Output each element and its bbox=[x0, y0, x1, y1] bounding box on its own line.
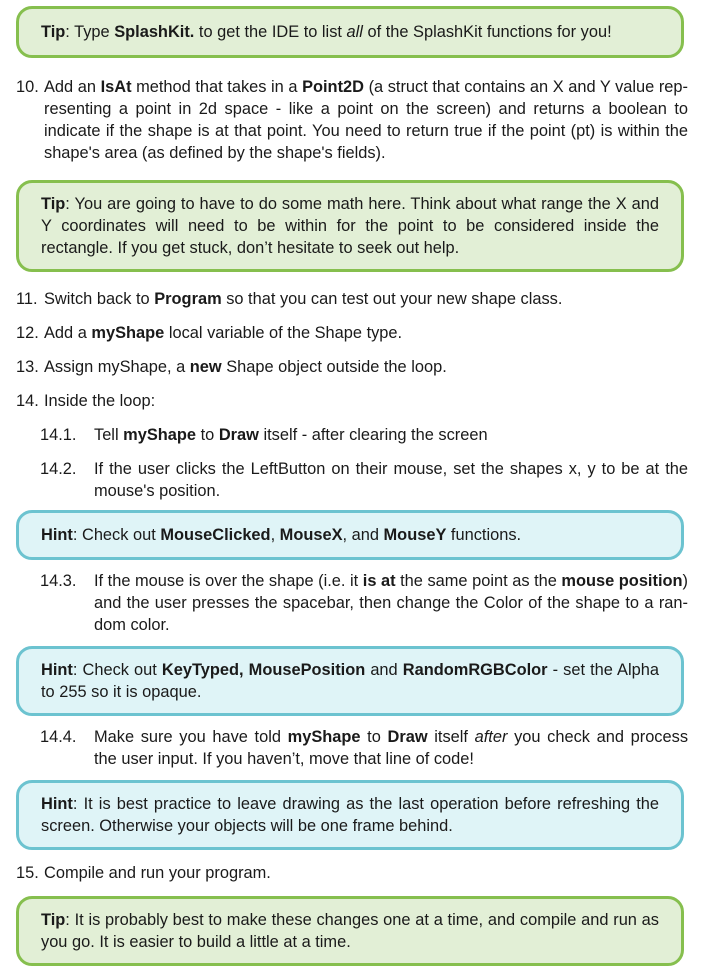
tip-text: Tip: It is probably best to make these changes one at a time, and compile and run as you go. It is easier to build a little at a time. bbox=[41, 911, 659, 951]
step-number: 12. bbox=[16, 324, 39, 342]
step-14 bbox=[16, 390, 688, 412]
hint-box bbox=[16, 646, 684, 716]
step-number: 14.3. bbox=[40, 572, 77, 590]
tip-text: Tip: Type SplashKit. to get the IDE to list all of the SplashKit functions for you! bbox=[41, 23, 612, 41]
tip-box bbox=[16, 896, 684, 966]
step-text: If the user clicks the LeftButton on their mouse, set the shapes x, y to be at the mouse's position. bbox=[94, 460, 688, 500]
tip-text: Tip: You are going to have to do some math here. Think about what range the X and Y coordinates will need to be within for the point to be considered inside the rectangle. If you get stuck, don’t hesitate to seek out help. bbox=[41, 195, 659, 257]
hint-text: Hint: Check out KeyTyped, MousePosition and RandomRGBColor - set the Alpha to 255 so it is opaque. bbox=[41, 661, 659, 701]
step-number: 11. bbox=[16, 290, 38, 308]
step-text: Compile and run your program. bbox=[44, 864, 271, 882]
step-number: 14.2. bbox=[40, 460, 77, 478]
step-number: 15. bbox=[16, 864, 39, 882]
step-10 bbox=[16, 76, 688, 164]
step-text: Inside the loop: bbox=[44, 392, 156, 410]
step-11 bbox=[16, 288, 688, 310]
step-text: If the mouse is over the shape (i.e. it is at the same point as the mouse position) and the user presses the spacebar, then change the Color of the shape to a ran-dom color. bbox=[94, 572, 688, 634]
tip-box bbox=[16, 6, 684, 58]
hint-box bbox=[16, 780, 684, 850]
step-14-3 bbox=[40, 570, 688, 636]
step-text: Tell myShape to Draw itself - after clearing the screen bbox=[94, 426, 488, 444]
step-text: Add a myShape local variable of the Shape type. bbox=[44, 324, 403, 342]
step-15 bbox=[16, 862, 688, 884]
step-13 bbox=[16, 356, 688, 378]
step-number: 13. bbox=[16, 358, 39, 376]
step-number: 14.1. bbox=[40, 426, 77, 444]
step-14-2 bbox=[40, 458, 688, 502]
step-number: 14. bbox=[16, 392, 39, 410]
step-text: Assign myShape, a new Shape object outside the loop. bbox=[44, 358, 447, 376]
hint-text: Hint: It is best practice to leave drawing as the last operation before refreshing the screen. Otherwise your objects will be one frame behind. bbox=[41, 795, 659, 835]
tip-box bbox=[16, 180, 684, 272]
hint-text: Hint: Check out MouseClicked, MouseX, and MouseY functions. bbox=[41, 526, 522, 544]
step-text: Switch back to Program so that you can test out your new shape class. bbox=[44, 290, 563, 308]
step-12 bbox=[16, 322, 688, 344]
step-number: 14.4. bbox=[40, 728, 77, 746]
step-text: Make sure you have told myShape to Draw itself after you check and process the user input. If you haven’t, move that line of code! bbox=[94, 728, 689, 768]
step-14-4 bbox=[40, 726, 688, 770]
step-text: Add an IsAt method that takes in a Point2D (a struct that contains an X and Y value rep-resenting a point in 2d space - like a point on the screen) and returns a boolean to indicate if the shape is at that point. You need to return true if the point (pt) is within the shape's area (as defined by the shape's fields). bbox=[44, 78, 688, 162]
step-number: 10. bbox=[16, 78, 39, 96]
step-14-1 bbox=[40, 424, 688, 446]
hint-box bbox=[16, 510, 684, 560]
